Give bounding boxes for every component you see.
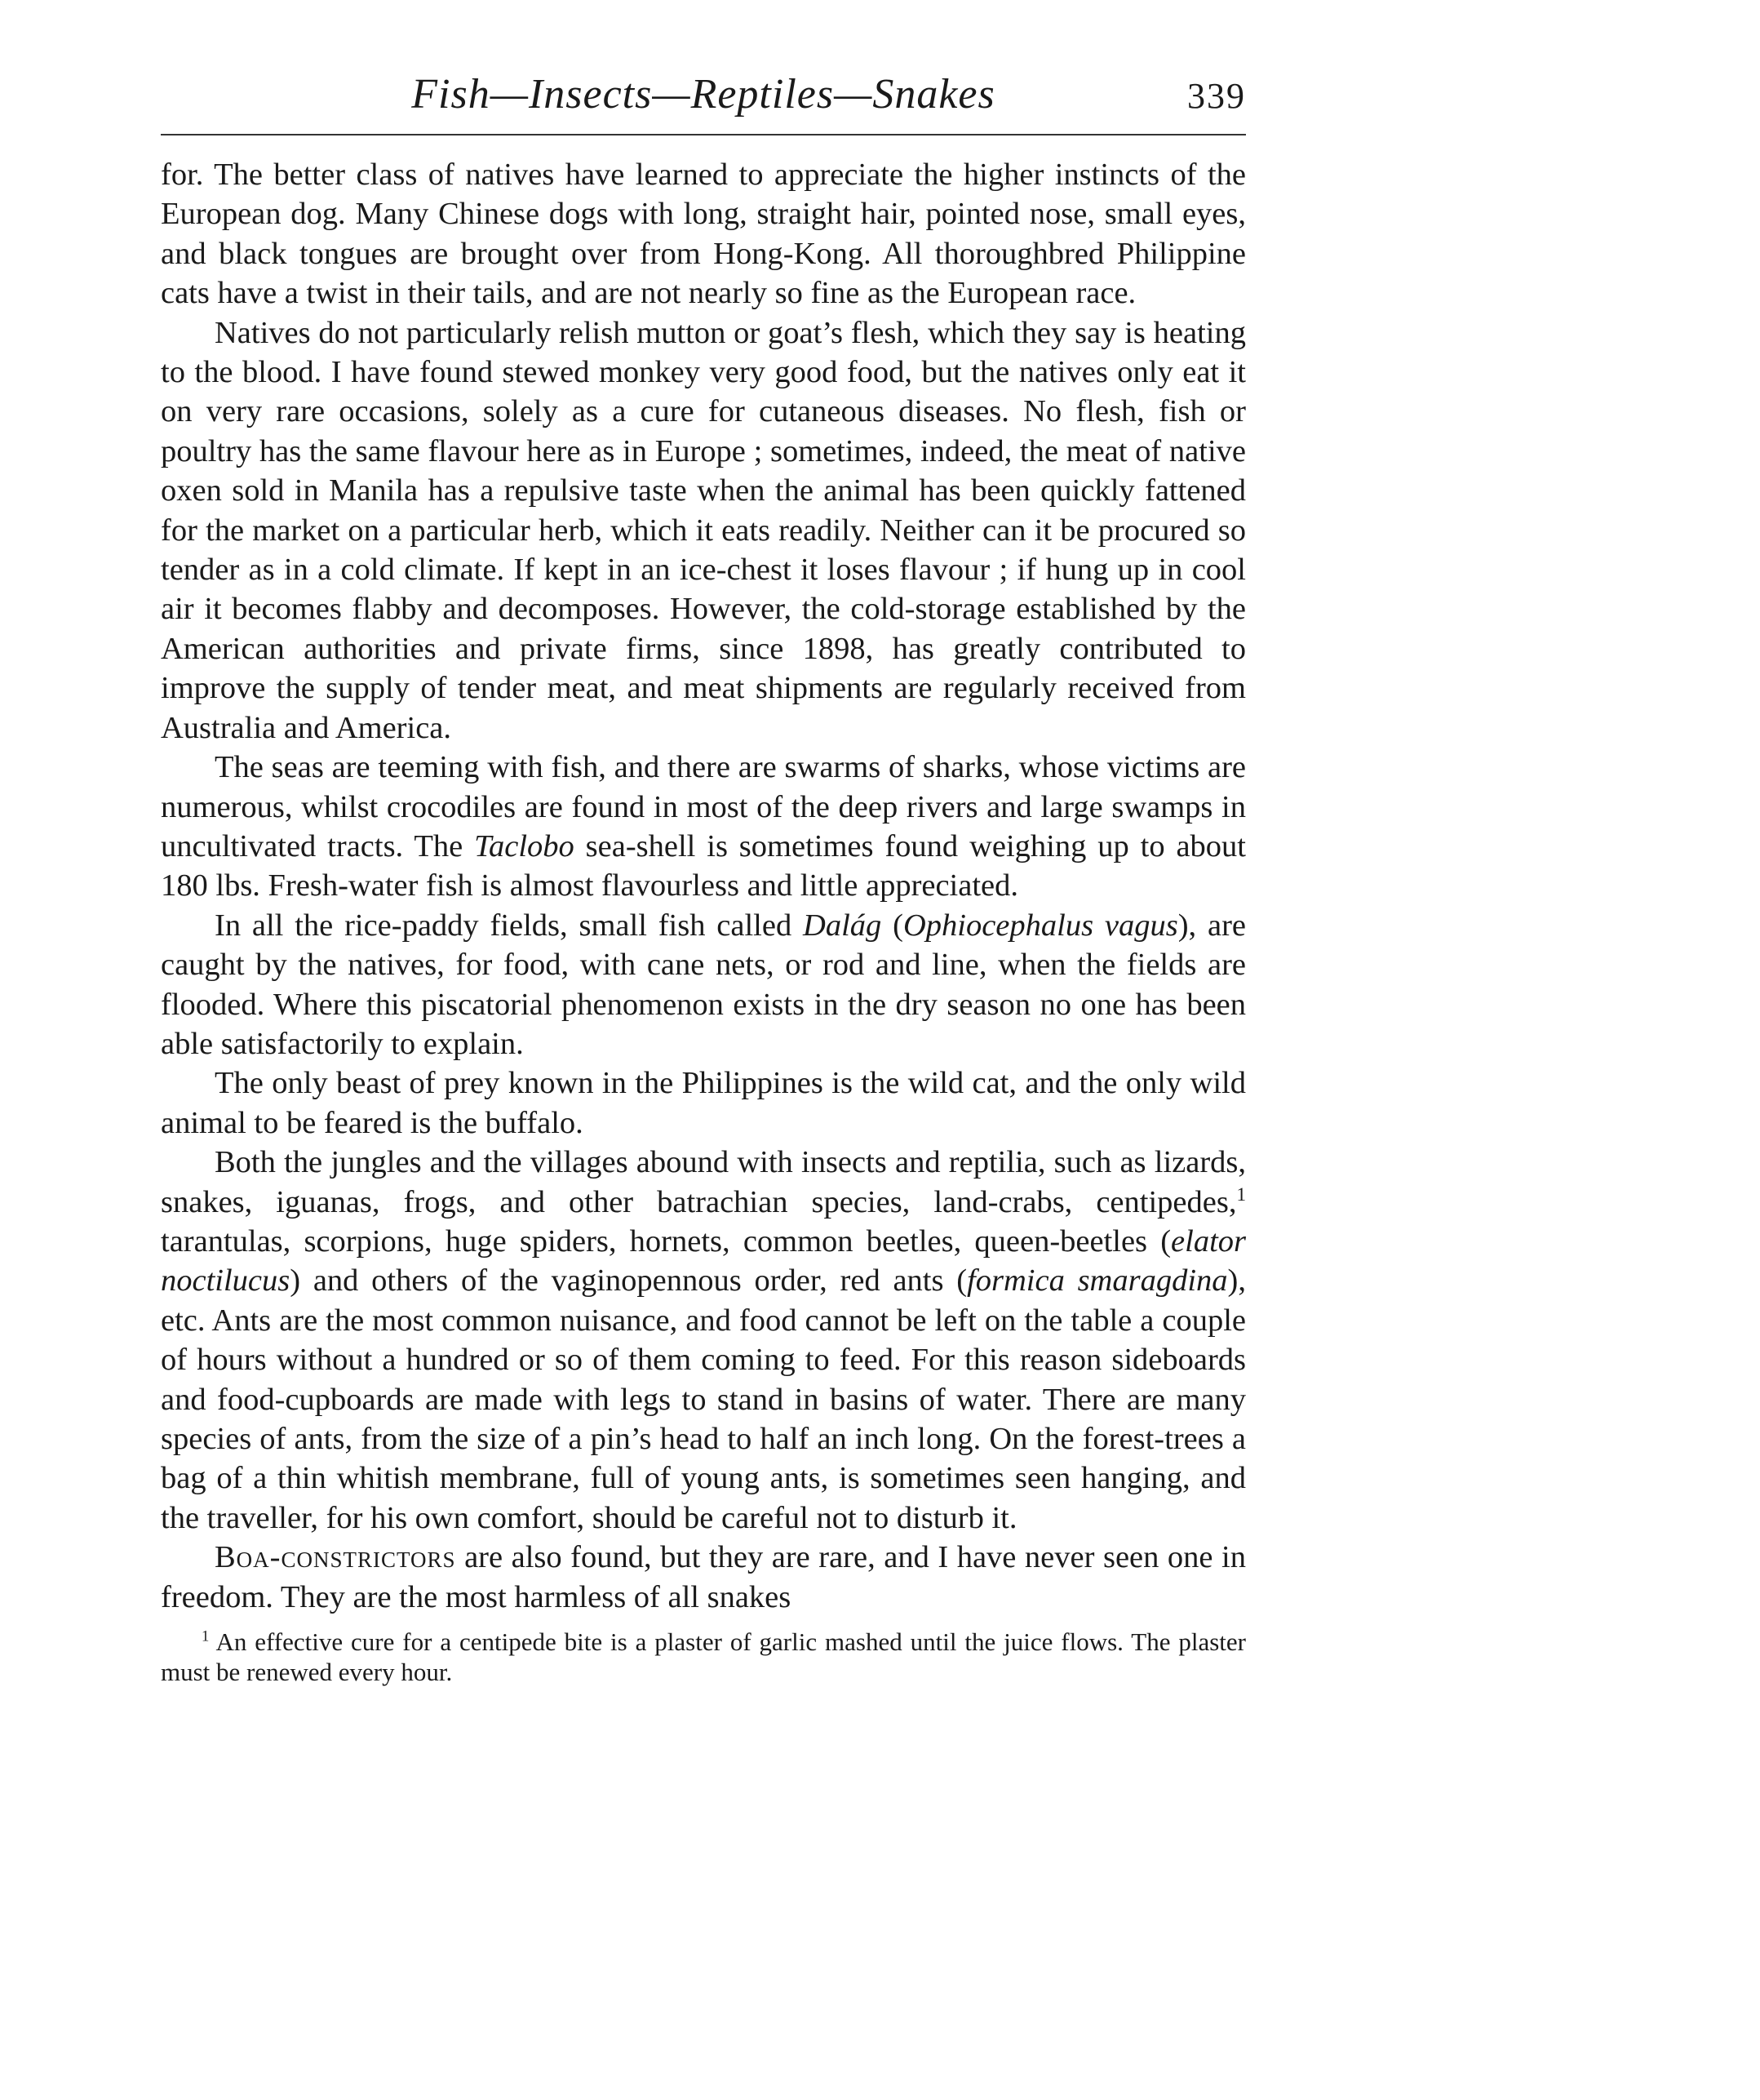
paragraph-fish: The seas are teeming with fish, and there are swarms of sharks, whose victims are numerous, whilst crocodiles are found in most of the deep rivers and large swamps in uncultivated tracts. The Taclobo sea-shell is sometimes found weighing up to about 180 lbs. Fresh-water fish is almost flavourless and little appreciated. [161, 750, 1246, 903]
formica-term: formica smaragdina [967, 1263, 1228, 1299]
book-page [161, 65, 1246, 1687]
footnote-marker: 1 [202, 1627, 210, 1645]
taclobo-term: Taclobo [474, 828, 574, 864]
header-rule [161, 134, 1246, 135]
body-text [161, 155, 1246, 1617]
paragraph-insects: Both the jungles and the villages abound with insects and reptilia, such as lizards, snakes, iguanas, frogs, and other batrachian species, land-crabs, centipedes,$^1$ tarantulas, scorpions, huge spiders, hornets, common beetles, queen-beetles (elator noctilucus) and others of the vaginopennous order, red ants (formica smaragdina), etc. Ants are the most common nuisance, and food cannot be left on the table a couple of hours without a hundred or so of them coming to feed. For this reason sideboards and food-cupboards are made with legs to stand in basins of water. There are many species of ants, from the size of a pin’s head to half an inch long. On the forest-trees a bag of a thin whitish membrane, full of young ants, is sometimes seen hanging, and the traveller, for his own comfort, should be careful not to disturb it. [161, 1145, 1246, 1535]
boa-heading: Boa-constrictors [215, 1540, 456, 1575]
paragraph-meat: Natives do not particularly relish mutton or goat’s flesh, which they say is heating to the blood. I have found stewed monkey very good food, but the natives only eat it on very rare occasions, solely as a cure for cutaneous diseases. No flesh, fish or poultry has the same flavour here as in Europe ; sometimes, indeed, the meat of native oxen sold in Manila has a repulsive taste when the animal has been quickly fattened for the market on a particular herb, which it eats readily. Neither can it be procured so tender as in a cold climate. If kept in an ice-chest it loses flavour ; if hung up in cool air it becomes flabby and decomposes. However, the cold-storage established by the American authorities and private firms, since 1898, has greatly contributed to improve the supply of tender meat, and meat shipments are regularly received from Australia and America. [161, 315, 1246, 745]
footnotes [161, 1627, 1246, 1687]
paragraph-boa: Boa-constrictors are also found, but they are rare, and I have never seen one in freedom. They are the most harmless of all snakes [161, 1540, 1246, 1614]
paragraph-dalag: In all the rice-paddy fields, small fish called Dalág (Ophiocephalus vagus), are caught by the natives, for food, with cane nets, or rod and line, when the fields are flooded. Where this piscatorial phenomenon exists in the dry season no one has been able satisfactorily to explain. [161, 908, 1246, 1061]
dalag-term: Dalág [803, 908, 882, 943]
footnote-ref: 1 [1236, 1183, 1246, 1205]
page-header [161, 65, 1246, 147]
paragraph-beast-of-prey: The only beast of prey known in the Philippines is the wild cat, and the only wild animal to be feared is the buffalo. [161, 1066, 1246, 1140]
ophiocephalus-term: Ophiocephalus vagus [902, 908, 1178, 943]
page-number: 339 [1187, 76, 1246, 116]
footnote-1: $^1$ An effective cure for a centipede bite is a plaster of garlic mashed until the juice flows. The plaster must be renewed every hour. [161, 1627, 1246, 1687]
paragraph-dogs-cats: for. The better class of natives have learned to appreciate the higher instincts of the European dog. Many Chinese dogs with long, straight hair, pointed nose, small eyes, and black tongues are brought over from Hong-Kong. All thoroughbred Philippine cats have a twist in their tails, and are not nearly so fine as the European race. [161, 158, 1246, 311]
running-title: Fish—Insects—Reptiles—Snakes [411, 71, 995, 118]
elator-term: elator noctilucus [161, 1223, 1246, 1299]
